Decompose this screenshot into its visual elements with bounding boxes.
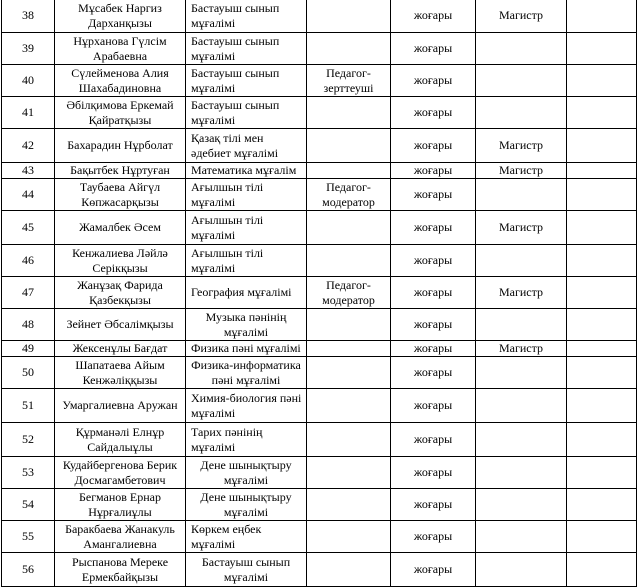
staff-table xyxy=(1,0,637,587)
education-level-cell: жоғары xyxy=(391,457,476,489)
position-cell: Бастауыш сынып мұғалімі xyxy=(186,97,307,129)
row-number-cell: 52 xyxy=(2,423,55,457)
extra-cell-cell xyxy=(567,389,637,423)
row-number-cell: 54 xyxy=(2,489,55,521)
extra-cell-cell xyxy=(567,97,637,129)
education-level-cell: жоғары xyxy=(391,211,476,245)
academic-degree-cell xyxy=(476,357,567,389)
row-number-cell: 47 xyxy=(2,277,55,309)
row-number-cell: 51 xyxy=(2,389,55,423)
table-row xyxy=(2,309,637,341)
teacher-name-cell: Бахарадин Нұрболат xyxy=(55,129,186,163)
education-level-cell: жоғары xyxy=(391,97,476,129)
table-row xyxy=(2,163,637,179)
academic-degree-cell xyxy=(476,423,567,457)
category-cell xyxy=(307,245,391,277)
row-number-cell: 56 xyxy=(2,553,55,587)
table-row xyxy=(2,341,637,357)
academic-degree-cell: Магистр xyxy=(476,211,567,245)
extra-cell-cell xyxy=(567,277,637,309)
academic-degree-cell xyxy=(476,489,567,521)
teacher-name-cell: Рыспанова Мереке Ермекбайқызы xyxy=(55,553,186,587)
teacher-name-cell: Таубаева Айгүл Көпжасарқызы xyxy=(55,179,186,211)
category-cell xyxy=(307,521,391,553)
row-number-cell: 46 xyxy=(2,245,55,277)
teacher-name-cell: Құрманәлі Елнұр Сайдалыұлы xyxy=(55,423,186,457)
extra-cell-cell xyxy=(567,33,637,65)
education-level-cell: жоғары xyxy=(391,553,476,587)
row-number-cell: 38 xyxy=(2,0,55,33)
academic-degree-cell: Магистр xyxy=(476,129,567,163)
teacher-name-cell: Зейнет Әбсалімқызы xyxy=(55,309,186,341)
position-cell: География мұғалімі xyxy=(186,277,307,309)
table-row xyxy=(2,357,637,389)
teacher-name-cell: Кенжалиева Ләйлә Серікқызы xyxy=(55,245,186,277)
table-row xyxy=(2,65,637,97)
academic-degree-cell xyxy=(476,65,567,97)
position-cell: Көркем еңбек мұғалімі xyxy=(186,521,307,553)
extra-cell-cell xyxy=(567,129,637,163)
category-cell xyxy=(307,309,391,341)
row-number-cell: 40 xyxy=(2,65,55,97)
teacher-name-cell: Мұсабек Наргиз Дарханқызы xyxy=(55,0,186,33)
table-row xyxy=(2,457,637,489)
row-number-cell: 48 xyxy=(2,309,55,341)
staff-table-body xyxy=(2,0,637,587)
category-cell xyxy=(307,357,391,389)
category-cell xyxy=(307,163,391,179)
education-level-cell: жоғары xyxy=(391,521,476,553)
category-cell: Педагог-зерттеуші xyxy=(307,65,391,97)
academic-degree-cell: Магистр xyxy=(476,277,567,309)
category-cell: Педагог-модератор xyxy=(307,277,391,309)
position-cell: Қазақ тілі мен әдебиет мұғалімі xyxy=(186,129,307,163)
extra-cell-cell xyxy=(567,163,637,179)
row-number-cell: 42 xyxy=(2,129,55,163)
extra-cell-cell xyxy=(567,553,637,587)
extra-cell-cell xyxy=(567,341,637,357)
category-cell xyxy=(307,211,391,245)
extra-cell-cell xyxy=(567,357,637,389)
position-cell: Тарих пәнінің мұғалімі xyxy=(186,423,307,457)
teacher-name-cell: Шапатаева Айым Кенжәліққызы xyxy=(55,357,186,389)
position-cell: Бастауыш сынып мұғалімі xyxy=(186,33,307,65)
education-level-cell: жоғары xyxy=(391,309,476,341)
table-row xyxy=(2,33,637,65)
position-cell: Бастауыш сынып мұғалімі xyxy=(186,0,307,33)
academic-degree-cell: Магистр xyxy=(476,163,567,179)
extra-cell-cell xyxy=(567,423,637,457)
education-level-cell: жоғары xyxy=(391,357,476,389)
education-level-cell: жоғары xyxy=(391,129,476,163)
teacher-name-cell: Жамалбек Әсем xyxy=(55,211,186,245)
teacher-name-cell: Сүлейменова Алия Шахабадиновна xyxy=(55,65,186,97)
education-level-cell: жоғары xyxy=(391,489,476,521)
position-cell: Музыка пәнінің мұғалімі xyxy=(186,309,307,341)
education-level-cell: жоғары xyxy=(391,179,476,211)
extra-cell-cell xyxy=(567,489,637,521)
education-level-cell: жоғары xyxy=(391,0,476,33)
academic-degree-cell: Магистр xyxy=(476,0,567,33)
position-cell: Дене шынықтыру мұғалімі xyxy=(186,489,307,521)
teacher-name-cell: Жексенұлы Бағдат xyxy=(55,341,186,357)
education-level-cell: жоғары xyxy=(391,341,476,357)
academic-degree-cell xyxy=(476,309,567,341)
teacher-name-cell: Жанұзақ Фарида Қазбекқызы xyxy=(55,277,186,309)
row-number-cell: 45 xyxy=(2,211,55,245)
table-row xyxy=(2,245,637,277)
extra-cell-cell xyxy=(567,179,637,211)
extra-cell-cell xyxy=(567,245,637,277)
extra-cell-cell xyxy=(567,521,637,553)
academic-degree-cell xyxy=(476,245,567,277)
row-number-cell: 39 xyxy=(2,33,55,65)
academic-degree-cell xyxy=(476,97,567,129)
row-number-cell: 53 xyxy=(2,457,55,489)
category-cell xyxy=(307,553,391,587)
extra-cell-cell xyxy=(567,0,637,33)
table-row xyxy=(2,97,637,129)
position-cell: Ағылшын тілі мұғалімі xyxy=(186,245,307,277)
category-cell xyxy=(307,423,391,457)
position-cell: Дене шынықтыру мұғалімі xyxy=(186,457,307,489)
position-cell: Ағылшын тілі мұғалімі xyxy=(186,211,307,245)
education-level-cell: жоғары xyxy=(391,277,476,309)
position-cell: Физика пәні мұғалімі xyxy=(186,341,307,357)
extra-cell-cell xyxy=(567,309,637,341)
position-cell: Математика мұғалім xyxy=(186,163,307,179)
category-cell xyxy=(307,33,391,65)
row-number-cell: 43 xyxy=(2,163,55,179)
extra-cell-cell xyxy=(567,457,637,489)
teacher-name-cell: Нұрханова Гүлсім Арабаевна xyxy=(55,33,186,65)
academic-degree-cell xyxy=(476,389,567,423)
table-row xyxy=(2,211,637,245)
education-level-cell: жоғары xyxy=(391,389,476,423)
academic-degree-cell xyxy=(476,553,567,587)
education-level-cell: жоғары xyxy=(391,33,476,65)
academic-degree-cell xyxy=(476,179,567,211)
teacher-name-cell: Бақытбек Нұртуған xyxy=(55,163,186,179)
position-cell: Химия-биология пәні мұғалімі xyxy=(186,389,307,423)
teacher-name-cell: Кудайбергенова Берик Досмагамбетович xyxy=(55,457,186,489)
category-cell xyxy=(307,457,391,489)
teacher-name-cell: Баракбаева Жанакуль Амангалиевна xyxy=(55,521,186,553)
table-row xyxy=(2,389,637,423)
position-cell: Ағылшын тілі мұғалімі xyxy=(186,179,307,211)
category-cell xyxy=(307,0,391,33)
table-row xyxy=(2,0,637,33)
row-number-cell: 49 xyxy=(2,341,55,357)
row-number-cell: 41 xyxy=(2,97,55,129)
academic-degree-cell xyxy=(476,33,567,65)
education-level-cell: жоғары xyxy=(391,245,476,277)
category-cell xyxy=(307,341,391,357)
category-cell xyxy=(307,97,391,129)
row-number-cell: 50 xyxy=(2,357,55,389)
extra-cell-cell xyxy=(567,65,637,97)
education-level-cell: жоғары xyxy=(391,423,476,457)
table-row xyxy=(2,521,637,553)
table-row xyxy=(2,129,637,163)
teacher-name-cell: Умаргалиевна Аружан xyxy=(55,389,186,423)
teacher-name-cell: Әбілқимова Еркемай Қайратқызы xyxy=(55,97,186,129)
row-number-cell: 55 xyxy=(2,521,55,553)
academic-degree-cell: Магистр xyxy=(476,341,567,357)
table-row xyxy=(2,423,637,457)
table-row xyxy=(2,179,637,211)
table-row xyxy=(2,489,637,521)
category-cell: Педагог-модератор xyxy=(307,179,391,211)
academic-degree-cell xyxy=(476,521,567,553)
extra-cell-cell xyxy=(567,211,637,245)
education-level-cell: жоғары xyxy=(391,163,476,179)
academic-degree-cell xyxy=(476,457,567,489)
position-cell: Бастауыш сынып мұғалімі xyxy=(186,553,307,587)
category-cell xyxy=(307,129,391,163)
row-number-cell: 44 xyxy=(2,179,55,211)
table-row xyxy=(2,277,637,309)
teacher-name-cell: Бегманов Ернар Нұрғалиұлы xyxy=(55,489,186,521)
category-cell xyxy=(307,389,391,423)
education-level-cell: жоғары xyxy=(391,65,476,97)
position-cell: Физика-информатика пәні мұғалімі xyxy=(186,357,307,389)
table-row xyxy=(2,553,637,587)
category-cell xyxy=(307,489,391,521)
position-cell: Бастауыш сынып мұғалімі xyxy=(186,65,307,97)
